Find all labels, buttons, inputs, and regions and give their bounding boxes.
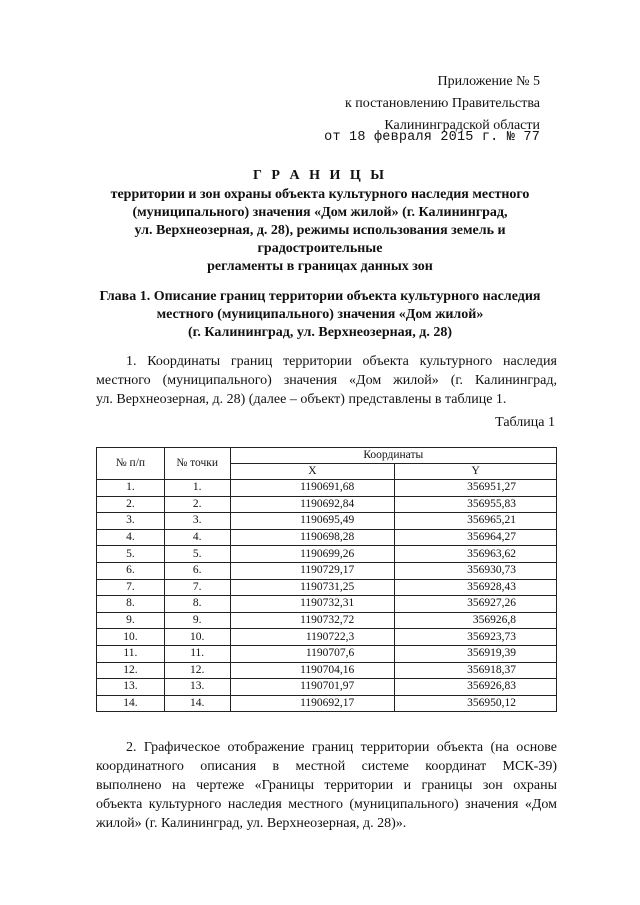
cell-point-number: 8. [164,596,230,613]
paragraph-2-line-1: 2. Графическое отображение границ территории объекта (на основе [126,740,557,755]
cell-point-number: 10. [164,629,230,646]
cell-x: 1190732,31 [230,596,395,613]
cell-row-number: 2. [97,496,165,513]
cell-x: 1190698,28 [230,529,395,546]
cell-point-number: 1. [164,480,230,497]
cell-row-number: 10. [97,629,165,646]
cell-y: 356964,27 [395,529,557,546]
header-row-number: № п/п [97,448,165,480]
paragraph-2 [96,738,557,833]
table-row [97,662,557,679]
cell-row-number: 7. [97,579,165,596]
table-row [97,529,557,546]
paragraph-1-line-3: ул. Верхнеозерная, д. 28) (далее – объект) представлены в таблице 1. [96,392,507,407]
appendix-line-1: Приложение № 5 [437,74,540,89]
cell-y: 356919,39 [395,645,557,662]
cell-row-number: 13. [97,679,165,696]
table-row [97,612,557,629]
table-row [97,562,557,579]
cell-point-number: 12. [164,662,230,679]
chapter-heading-line-2: местного (муниципального) значения «Дом жилой» [156,307,484,322]
cell-point-number: 11. [164,645,230,662]
paragraph-2-line-2: координатного описания в местной системе координат МСК-39) [96,759,557,774]
cell-x: 1190692,84 [230,496,395,513]
table-row [97,645,557,662]
cell-y: 356930,73 [395,562,557,579]
cell-point-number: 7. [164,579,230,596]
subtitle-line-3: ул. Верхнеозерная, д. 28), режимы использования земель и [134,223,506,238]
cell-row-number: 4. [97,529,165,546]
document-title: Г Р А Н И Ц Ы [253,168,387,183]
subtitle-line-4: градостроительные [257,241,383,256]
cell-x: 1190691,68 [230,480,395,497]
table-row [97,679,557,696]
cell-x: 1190704,16 [230,662,395,679]
cell-row-number: 8. [97,596,165,613]
cell-x: 1190731,25 [230,579,395,596]
paragraph-2-line-3: выполнено на чертеже «Границы территории и границы зон охраны [96,778,557,793]
cell-row-number: 9. [97,612,165,629]
cell-x: 1190722,3 [230,629,395,646]
paragraph-2-line-4: объекта культурного наследия местного (муниципального) значения «Дом [96,797,557,812]
cell-row-number: 12. [97,662,165,679]
appendix-line-3: Калининградской области [384,118,540,133]
cell-x: 1190729,17 [230,562,395,579]
cell-x: 1190732,72 [230,612,395,629]
cell-y: 356918,37 [395,662,557,679]
paragraph-1-line-2: местного (муниципального) значения «Дом жилой» (г. Калининград, [96,373,557,388]
cell-point-number: 9. [164,612,230,629]
table-row [97,629,557,646]
cell-y: 356950,12 [395,695,557,712]
cell-row-number: 3. [97,513,165,530]
paragraph-1 [96,352,557,409]
cell-row-number: 6. [97,562,165,579]
appendix-date: от 18 февраля 2015 г. № 77 [324,130,540,145]
coordinates-table [96,447,557,712]
cell-x: 1190692,17 [230,695,395,712]
cell-y: 356923,73 [395,629,557,646]
cell-x: 1190701,97 [230,679,395,696]
cell-y: 356965,21 [395,513,557,530]
table-row [97,695,557,712]
table-caption: Таблица 1 [495,415,555,430]
appendix-line-2: к постановлению Правительства [344,96,540,111]
cell-y: 356951,27 [395,480,557,497]
paragraph-1-line-1: 1. Координаты границ территории объекта культурного наследия [126,354,557,369]
cell-point-number: 2. [164,496,230,513]
cell-row-number: 5. [97,546,165,563]
table-row [97,596,557,613]
table-row [97,546,557,563]
cell-point-number: 13. [164,679,230,696]
cell-point-number: 3. [164,513,230,530]
cell-row-number: 14. [97,695,165,712]
cell-point-number: 14. [164,695,230,712]
cell-point-number: 6. [164,562,230,579]
cell-row-number: 1. [97,480,165,497]
paragraph-2-line-5: жилой» (г. Калининград, ул. Верхнеозерная, д. 28)». [96,816,407,831]
table-row [97,496,557,513]
subtitle-line-5: регламенты в границах данных зон [207,259,433,274]
cell-y: 356926,83 [395,679,557,696]
subtitle-line-2: (муниципального) значения «Дом жилой» (г. Калининград, [132,205,508,220]
cell-x: 1190707,6 [230,645,395,662]
cell-y: 356926,8 [395,612,557,629]
cell-y: 356963,62 [395,546,557,563]
cell-row-number: 11. [97,645,165,662]
cell-y: 356928,43 [395,579,557,596]
cell-x: 1190699,26 [230,546,395,563]
coordinates-table-body [97,480,557,712]
table-row [97,480,557,497]
cell-x: 1190695,49 [230,513,395,530]
table-row [97,579,557,596]
chapter-heading-line-1: Глава 1. Описание границ территории объекта культурного наследия [99,289,541,304]
table-row [97,513,557,530]
cell-point-number: 4. [164,529,230,546]
chapter-heading-line-3: (г. Калининград, ул. Верхнеозерная, д. 28) [187,325,452,340]
cell-point-number: 5. [164,546,230,563]
header-x: X [230,464,395,480]
header-y: Y [395,464,557,480]
subtitle-line-1: территории и зон охраны объекта культурного наследия местного [110,187,530,202]
cell-y: 356955,83 [395,496,557,513]
cell-y: 356927,26 [395,596,557,613]
header-point-number: № точки [164,448,230,480]
header-coordinates: Координаты [230,448,556,464]
